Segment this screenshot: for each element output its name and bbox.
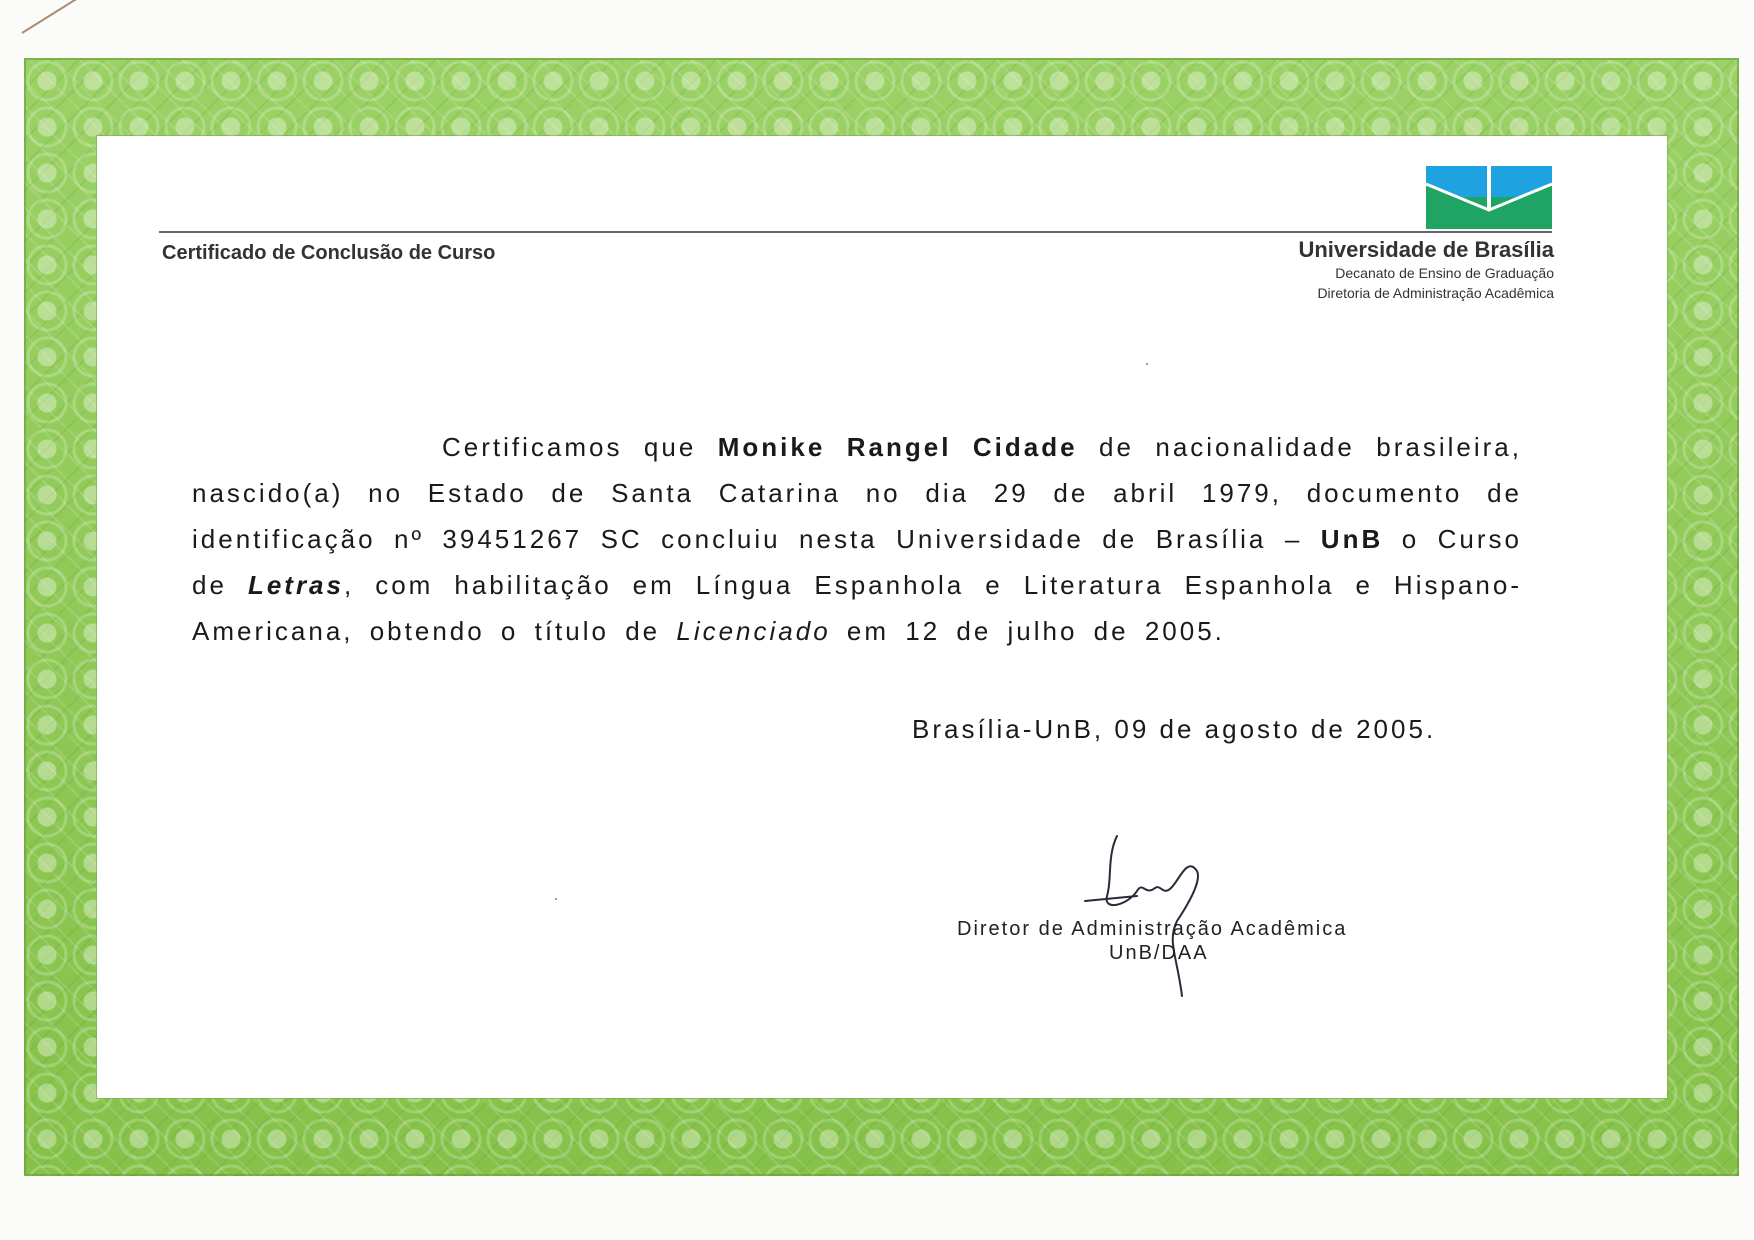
- department-directorate: Diretoria de Administração Acadêmica: [1317, 285, 1554, 301]
- paper-speck: [555, 898, 557, 900]
- certificate-type: Certificado de Conclusão de Curso: [162, 242, 496, 264]
- body-text-1: Certificamos que: [442, 432, 718, 462]
- student-name: Monike Rangel Cidade: [717, 432, 1078, 462]
- signer-title: Diretor de Administração Acadêmica: [957, 918, 1348, 940]
- course-name: Letras: [247, 570, 344, 600]
- header-rule: [159, 231, 1552, 233]
- certificate-body: [192, 424, 1522, 654]
- body-text-3: o Curso de: [192, 524, 1522, 600]
- certificate-border: [24, 58, 1739, 1176]
- scan-mark: [21, 0, 81, 34]
- certificate-sheet: [97, 136, 1667, 1098]
- body-text-4: , com habilitação em Língua Espanhola e Literatura Espanhola e Hispano-Americana, obtendo o título de: [192, 570, 1522, 646]
- handwritten-signature: [1037, 826, 1237, 1006]
- university-name: Universidade de Brasília: [1298, 237, 1554, 262]
- unb-abbrev: UnB: [1320, 524, 1384, 554]
- unb-logo: [1426, 166, 1552, 229]
- paper-speck: [1146, 363, 1148, 365]
- degree-title: Licenciado: [676, 616, 831, 646]
- body-text-2: de nacionalidade brasileira, nascido(a) no Estado de Santa Catarina no dia 29 de abril 1979, documento de identificação nº 39451267 SC concluiu nesta Universidade de Brasília –: [192, 432, 1522, 554]
- signer-unit: UnB/DAA: [1109, 942, 1209, 964]
- department-dean: Decanato de Ensino de Graduação: [1335, 265, 1554, 281]
- university-block: [1298, 237, 1554, 303]
- place-date: Brasília-UnB, 09 de agosto de 2005.: [912, 714, 1437, 744]
- body-text-5: em 12 de julho de 2005.: [830, 616, 1225, 646]
